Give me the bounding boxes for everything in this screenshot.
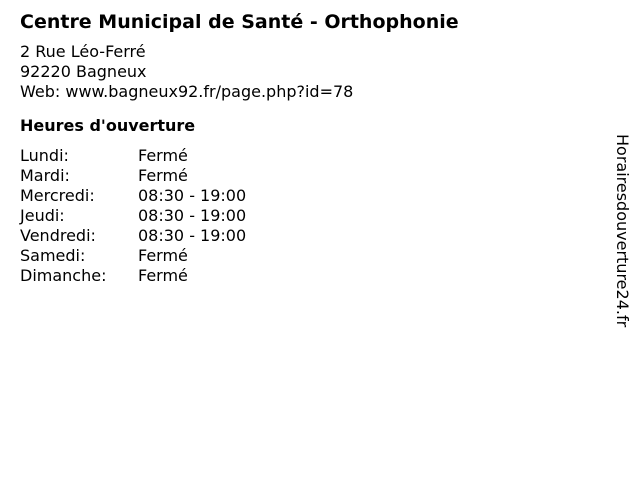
day-label: Mardi: <box>20 166 70 185</box>
hours-row-friday <box>20 226 600 246</box>
page-title: Centre Municipal de Santé - Orthophonie <box>20 11 459 33</box>
time-value: Fermé <box>138 266 188 285</box>
hours-row-saturday <box>20 246 600 266</box>
time-value: Fermé <box>138 166 188 185</box>
brand-watermark: Horairesdouverture24.fr <box>613 134 632 328</box>
opening-hours <box>20 146 600 286</box>
day-label: Dimanche: <box>20 266 107 285</box>
day-label: Jeudi: <box>20 206 65 225</box>
address-block <box>20 42 600 102</box>
city-address: 92220 Bagneux <box>20 62 147 81</box>
day-label: Lundi: <box>20 146 69 165</box>
hours-heading: Heures d'ouverture <box>20 116 196 135</box>
time-value: 08:30 - 19:00 <box>138 206 247 225</box>
street-address: 2 Rue Léo-Ferré <box>20 42 146 61</box>
day-label: Mercredi: <box>20 186 95 205</box>
hours-row-wednesday <box>20 186 600 206</box>
time-value: 08:30 - 19:00 <box>138 226 247 245</box>
day-label: Samedi: <box>20 246 86 265</box>
time-value: Fermé <box>138 146 188 165</box>
time-value: 08:30 - 19:00 <box>138 186 247 205</box>
time-value: Fermé <box>138 246 188 265</box>
day-label: Vendredi: <box>20 226 96 245</box>
hours-row-tuesday <box>20 166 600 186</box>
website-line: Web: www.bagneux92.fr/page.php?id=78 <box>20 82 354 101</box>
hours-row-thursday <box>20 206 600 226</box>
hours-row-monday <box>20 146 600 166</box>
business-card <box>20 10 600 286</box>
hours-row-sunday <box>20 266 600 286</box>
